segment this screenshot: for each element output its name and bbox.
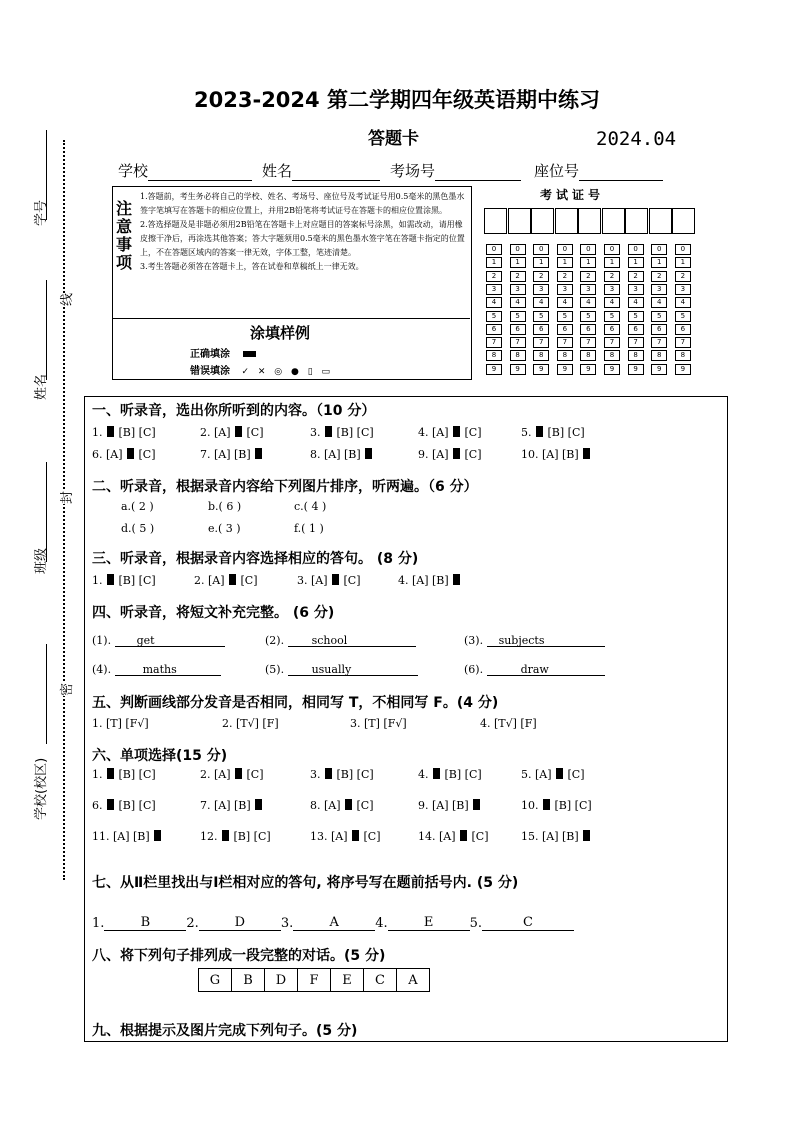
s2-f[interactable]: f.( 1 ) [294, 522, 324, 535]
school-label: 学校 [118, 162, 149, 180]
exam-id-box[interactable] [672, 208, 695, 234]
s4-num-5: (5). [265, 663, 285, 676]
section-7-title: 七、从Ⅱ栏里找出与Ⅰ栏相对应的答句, 将序号写在题前括号内. (5 分) [92, 875, 519, 891]
exam-id-digit-bubble[interactable]: 4 [557, 297, 573, 308]
exam-id-box[interactable] [602, 208, 625, 234]
s8-order-2[interactable]: B [232, 969, 265, 992]
s4-num-2: (2). [265, 634, 285, 647]
filled-answer-mark [255, 448, 262, 459]
filled-answer-mark [154, 830, 161, 841]
exam-id-digit-bubble[interactable]: 9 [510, 364, 526, 375]
s4-answer-4[interactable]: maths [115, 663, 221, 676]
exam-id-digit-bubble[interactable]: 9 [604, 364, 620, 375]
s4-num-1: (1). [92, 634, 112, 647]
exam-id-digit-bubble[interactable]: 3 [675, 284, 691, 295]
filled-answer-mark [556, 768, 563, 779]
exam-id-digit-bubble[interactable]: 0 [486, 244, 502, 255]
exam-id-digit-bubble[interactable]: 9 [675, 364, 691, 375]
exam-id-digit-bubble[interactable]: 6 [675, 324, 691, 335]
exam-id-digit-bubble[interactable]: 4 [675, 297, 691, 308]
exam-id-digit-bubble[interactable]: 4 [580, 297, 596, 308]
filled-answer-mark [543, 799, 550, 810]
s7-answer-3[interactable]: A [293, 915, 375, 931]
exam-id-digit-bubble[interactable]: 2 [675, 271, 691, 282]
s8-order-3[interactable]: D [265, 969, 298, 992]
exam-id-digit-bubble[interactable]: 2 [651, 271, 667, 282]
exam-id-digit-bubble[interactable]: 8 [651, 350, 667, 361]
exam-id-digit-bubble[interactable]: 4 [510, 297, 526, 308]
exam-id-box[interactable] [625, 208, 648, 234]
filled-answer-mark [460, 830, 467, 841]
s6-q12[interactable]: 12. [B] [C] [200, 830, 271, 843]
exam-id-digit-bubble[interactable]: 5 [533, 311, 549, 322]
exam-id-digit-bubble[interactable]: 6 [510, 324, 526, 335]
exam-id-digit-bubble[interactable]: 4 [651, 297, 667, 308]
exam-id-digit-bubble[interactable]: 1 [533, 257, 549, 268]
s5-q1[interactable]: 1. [T] [F√] [92, 717, 149, 730]
s1-q1[interactable]: 1. [B] [C] [92, 426, 156, 439]
filled-answer-mark [352, 830, 359, 841]
exam-id-digit-bubble[interactable]: 5 [580, 311, 596, 322]
exam-id-digit-bubble[interactable]: 9 [533, 364, 549, 375]
exam-id-digit-bubble[interactable]: 6 [651, 324, 667, 335]
s6-q2[interactable]: 2. [A] [C] [200, 768, 264, 781]
exam-id-digit-bubble[interactable]: 6 [486, 324, 502, 335]
exam-id-digit-bubble[interactable]: 7 [651, 337, 667, 348]
exam-id-digit-bubble[interactable]: 1 [675, 257, 691, 268]
school-campus-line[interactable] [46, 644, 47, 744]
s6-q13[interactable]: 13. [A] [C] [310, 830, 381, 843]
exam-id-digit-bubble[interactable]: 3 [604, 284, 620, 295]
notice-line-2: 2.答选择题及是非题必须用2B铅笔在答题卡上对应题目的答案标号涂黑，如需改动，请用橡皮擦干净后，再涂选其他答案；答大字题须用0.5毫米的黑色墨水签字笔在答题卡指定的位置上，不在答题区域内的答案一律无效，字体工整，笔迹清楚。 [140, 220, 465, 257]
exam-id-bubbles[interactable] [486, 244, 700, 376]
s7-num-1: 1. [92, 916, 105, 931]
s8-order-4[interactable]: F [298, 969, 331, 992]
exam-id-digit-bubble[interactable]: 8 [675, 350, 691, 361]
name-field[interactable] [262, 160, 380, 181]
s6-q14[interactable]: 14. [A] [C] [418, 830, 489, 843]
s5-q2[interactable]: 2. [T√] [F] [222, 717, 279, 730]
exam-id-digit-bubble[interactable]: 2 [486, 271, 502, 282]
section-5-title: 五、判断画线部分发音是否相同，相同写 T，不相同写 F。(4 分) [92, 695, 499, 711]
s7-answer-2[interactable]: D [199, 915, 281, 931]
exam-id-digit-bubble[interactable]: 9 [557, 364, 573, 375]
s3-q3[interactable]: 3. [A] [C] [297, 574, 361, 587]
school-campus-label: 学校(校区) [34, 757, 49, 820]
s7-num-4: 4. [375, 916, 388, 931]
filled-answer-mark [453, 426, 460, 437]
exam-id-digit-bubble[interactable]: 0 [557, 244, 573, 255]
exam-id-digit-bubble[interactable]: 5 [510, 311, 526, 322]
filled-answer-mark [325, 768, 332, 779]
s4-answer-2[interactable]: school [288, 634, 416, 647]
exam-id-digit-bubble[interactable]: 2 [557, 271, 573, 282]
s8-order-5[interactable]: E [331, 969, 364, 992]
filled-answer-mark [536, 426, 543, 437]
class-label: 班级 [34, 547, 49, 574]
exam-id-box[interactable] [649, 208, 672, 234]
exam-id-digit-bubble[interactable]: 7 [510, 337, 526, 348]
notice-label: 注意事项 [116, 199, 133, 272]
exam-id-digit-bubble[interactable]: 0 [628, 244, 644, 255]
s1-q6[interactable]: 6. [A] [C] [92, 448, 156, 461]
exam-id-digit-bubble[interactable]: 4 [628, 297, 644, 308]
section-3-title: 三、听录音，根据录音内容选择相应的答句。 (8 分) [92, 551, 419, 567]
exam-id-digit-bubble[interactable]: 0 [675, 244, 691, 255]
section-8-title: 八、将下列句子排列成一段完整的对话。(5 分) [92, 948, 386, 964]
exam-id-digit-bubble[interactable]: 3 [557, 284, 573, 295]
correct-fill-label: 正确填涂 [190, 349, 230, 360]
exam-id-digit-bubble[interactable]: 9 [628, 364, 644, 375]
filled-answer-mark [332, 574, 339, 585]
exam-id-box[interactable] [531, 208, 554, 234]
exam-id-digit-bubble[interactable]: 6 [580, 324, 596, 335]
s6-q5[interactable]: 5. [A] [C] [521, 768, 585, 781]
exam-id-digit-bubble[interactable]: 3 [510, 284, 526, 295]
exam-id-digit-bubble[interactable]: 7 [604, 337, 620, 348]
exam-id-digit-bubble[interactable]: 1 [604, 257, 620, 268]
s6-q10[interactable]: 10. [B] [C] [521, 799, 592, 812]
s6-q9[interactable]: 9. [A] [B] [418, 799, 481, 812]
s1-q5[interactable]: 5. [B] [C] [521, 426, 585, 439]
binding-secret-char: 密 [56, 683, 75, 696]
exam-id-digit-bubble[interactable]: 5 [675, 311, 691, 322]
exam-id-digit-bubble[interactable]: 5 [557, 311, 573, 322]
s2-b[interactable]: b.( 6 ) [208, 500, 242, 513]
filled-answer-mark [222, 830, 229, 841]
name-side-label: 姓名 [34, 373, 49, 400]
binding-dotted-line [63, 140, 65, 880]
binding-line-char: 线 [56, 293, 75, 306]
exam-id-digit-bubble[interactable]: 4 [533, 297, 549, 308]
filled-answer-mark [473, 799, 480, 810]
s6-q1[interactable]: 1. [B] [C] [92, 768, 156, 781]
exam-id-digit-bubble[interactable]: 2 [628, 271, 644, 282]
filled-answer-mark [583, 830, 590, 841]
wrong-fill-marks: ✓ ✕ ◎ ● ▯ ▭ [241, 367, 334, 377]
s6-q15[interactable]: 15. [A] [B] [521, 830, 591, 843]
s4-answer-3[interactable]: subjects [487, 634, 605, 647]
exam-room-label: 考场号 [390, 162, 436, 180]
s3-q1[interactable]: 1. [B] [C] [92, 574, 156, 587]
exam-id-digit-bubble[interactable]: 6 [533, 324, 549, 335]
s1-q9[interactable]: 9. [A] [C] [418, 448, 482, 461]
exam-id-digit-bubble[interactable]: 7 [533, 337, 549, 348]
notice-text [140, 190, 465, 274]
seat-label: 座位号 [534, 162, 580, 180]
exam-id-digit-bubble[interactable]: 8 [510, 350, 526, 361]
exam-room-field[interactable] [390, 160, 521, 181]
filled-answer-mark [235, 768, 242, 779]
s7-answer-5[interactable]: C [482, 915, 574, 931]
exam-id-digit-bubble[interactable]: 5 [604, 311, 620, 322]
s8-order-table [198, 968, 430, 992]
s7-num-3: 3. [280, 916, 294, 931]
s1-q8[interactable]: 8. [A] [B] [310, 448, 373, 461]
filled-answer-mark [229, 574, 236, 585]
s4-item-3[interactable] [464, 634, 605, 647]
s5-q3[interactable]: 3. [T] [F√] [350, 717, 407, 730]
exam-id-digit-bubble[interactable]: 7 [557, 337, 573, 348]
filled-answer-mark [345, 799, 352, 810]
s7-num-2: 2. [186, 916, 199, 931]
filled-answer-mark [325, 426, 332, 437]
s6-q7[interactable]: 7. [A] [B] [200, 799, 263, 812]
section-9-title: 九、根据提示及图片完成下列句子。(5 分) [92, 1023, 358, 1039]
exam-id-digit-bubble[interactable]: 8 [533, 350, 549, 361]
exam-id-digit-bubble[interactable]: 1 [628, 257, 644, 268]
s4-num-6: (6). [464, 663, 484, 676]
exam-id-digit-bubble[interactable]: 2 [604, 271, 620, 282]
exam-id-digit-bubble[interactable]: 4 [604, 297, 620, 308]
exam-id-digit-bubble[interactable]: 1 [557, 257, 573, 268]
exam-id-digit-bubble[interactable]: 9 [651, 364, 667, 375]
exam-id-box[interactable] [508, 208, 531, 234]
exam-id-digit-bubble[interactable]: 3 [651, 284, 667, 295]
exam-id-digit-bubble[interactable]: 5 [486, 311, 502, 322]
exam-id-digit-bubble[interactable]: 0 [604, 244, 620, 255]
exam-id-digit-bubble[interactable]: 6 [604, 324, 620, 335]
s4-num-4: (4). [92, 663, 112, 676]
student-id-label: 学号 [34, 199, 49, 226]
exam-id-digit-bubble[interactable]: 2 [510, 271, 526, 282]
exam-id-digit-bubble[interactable]: 2 [533, 271, 549, 282]
name-line[interactable] [46, 280, 47, 380]
s2-c[interactable]: c.( 4 ) [294, 500, 327, 513]
notice-line-3: 3.考生答题必须答在答题卡上，答在试卷和草稿纸上一律无效。 [140, 262, 364, 271]
exam-id-digit-bubble[interactable]: 7 [675, 337, 691, 348]
filled-answer-mark [453, 574, 460, 585]
exam-id-digit-bubble[interactable]: 8 [628, 350, 644, 361]
exam-id-digit-bubble[interactable]: 8 [486, 350, 502, 361]
s1-q2[interactable]: 2. [A] [C] [200, 426, 264, 439]
s3-q4[interactable]: 4. [A] [B] [398, 574, 461, 587]
s4-item-6[interactable] [464, 663, 605, 676]
exam-id-digit-bubble[interactable]: 1 [651, 257, 667, 268]
exam-id-digit-bubble[interactable]: 3 [533, 284, 549, 295]
s1-q3[interactable]: 3. [B] [C] [310, 426, 374, 439]
s5-q4[interactable]: 4. [T√] [F] [480, 717, 537, 730]
answer-card-label: 答题卡 [368, 129, 419, 149]
exam-id-digit-bubble[interactable]: 0 [580, 244, 596, 255]
s6-q11[interactable]: 11. [A] [B] [92, 830, 162, 843]
section-4-title: 四、听录音，将短文补充完整。 (6 分) [92, 605, 335, 621]
s4-answer-6[interactable]: draw [487, 663, 605, 676]
filled-answer-mark [583, 448, 590, 459]
s7-answer-1[interactable]: B [104, 915, 186, 931]
exam-id-digit-bubble[interactable]: 5 [651, 311, 667, 322]
exam-id-digit-bubble[interactable]: 8 [557, 350, 573, 361]
s7-num-5: 5. [469, 916, 483, 931]
s7-answers [92, 915, 574, 931]
s4-item-2[interactable] [265, 634, 416, 647]
exam-id-digit-bubble[interactable]: 0 [510, 244, 526, 255]
exam-id-title: 考试证号 [540, 188, 605, 202]
s7-answer-4[interactable]: E [388, 915, 470, 931]
exam-id-digit-bubble[interactable]: 0 [651, 244, 667, 255]
school-field[interactable] [118, 160, 252, 181]
seat-field[interactable] [534, 160, 663, 181]
exam-id-box[interactable] [578, 208, 601, 234]
exam-id-digit-bubble[interactable]: 5 [628, 311, 644, 322]
exam-id-digit-bubble[interactable]: 8 [580, 350, 596, 361]
exam-id-digit-bubble[interactable]: 4 [486, 297, 502, 308]
exam-id-digit-bubble[interactable]: 1 [510, 257, 526, 268]
exam-id-digit-bubble[interactable]: 3 [486, 284, 502, 295]
s1-q7[interactable]: 7. [A] [B] [200, 448, 263, 461]
binding-seal-char: 封 [56, 491, 75, 504]
exam-id-digit-bubble[interactable]: 9 [580, 364, 596, 375]
s1-q4[interactable]: 4. [A] [C] [418, 426, 482, 439]
exam-id-digit-bubble[interactable]: 9 [486, 364, 502, 375]
exam-id-box[interactable] [484, 208, 507, 234]
correct-fill-row [190, 345, 256, 360]
wrong-fill-row [190, 362, 333, 377]
exam-id-digit-bubble[interactable]: 0 [533, 244, 549, 255]
filled-answer-mark [107, 799, 114, 810]
s8-order-1[interactable]: G [199, 969, 232, 992]
s6-q3[interactable]: 3. [B] [C] [310, 768, 374, 781]
filled-answer-mark [107, 768, 114, 779]
s1-q10[interactable]: 10. [A] [B] [521, 448, 591, 461]
section-1-title: 一、听录音，选出你所听到的内容。（10 分） [92, 403, 376, 419]
s4-item-1[interactable] [92, 634, 225, 647]
wrong-fill-label: 错误填涂 [190, 366, 230, 377]
exam-id-digit-bubble[interactable]: 7 [628, 337, 644, 348]
section-6-title: 六、单项选择(15 分) [92, 748, 228, 764]
s6-q8[interactable]: 8. [A] [C] [310, 799, 374, 812]
exam-id-digit-bubble[interactable]: 8 [604, 350, 620, 361]
exam-id-digit-bubble[interactable]: 2 [580, 271, 596, 282]
s3-q2[interactable]: 2. [A] [C] [194, 574, 258, 587]
exam-id-digit-bubble[interactable]: 1 [580, 257, 596, 268]
filled-answer-mark [453, 448, 460, 459]
s4-answer-5[interactable]: usually [288, 663, 418, 676]
filled-answer-mark [433, 768, 440, 779]
exam-id-digit-bubble[interactable]: 3 [628, 284, 644, 295]
notice-line-1: 1.答题前，考生务必将自己的学校、姓名、考场号、座位号及考试证号用0.5毫米的黑色墨水签字笔填写在答题卡的相应位置上，并用2B铅笔将考试证号在答题卡的相应位置涂黑。 [140, 192, 465, 215]
exam-date: 2024.04 [596, 128, 677, 150]
s6-q4[interactable]: 4. [B] [C] [418, 768, 482, 781]
exam-id-digit-bubble[interactable]: 7 [580, 337, 596, 348]
exam-id-digit-bubble[interactable]: 6 [628, 324, 644, 335]
s2-d[interactable]: d.( 5 ) [121, 522, 155, 535]
name-label: 姓名 [262, 162, 293, 180]
filled-answer-mark [235, 426, 242, 437]
filled-answer-mark [255, 799, 262, 810]
correct-fill-mark [243, 351, 256, 357]
s4-answer-1[interactable]: get [115, 634, 225, 647]
section-2-title: 二、听录音，根据录音内容给下列图片排序，听两遍。（6 分） [92, 479, 478, 495]
exam-id-digit-bubble[interactable]: 6 [557, 324, 573, 335]
exam-id-digit-bubble[interactable]: 1 [486, 257, 502, 268]
page-title: 2023-2024 第二学期四年级英语期中练习 [194, 88, 600, 112]
s6-q6[interactable]: 6. [B] [C] [92, 799, 156, 812]
s2-a[interactable]: a.( 2 ) [121, 500, 154, 513]
exam-id-digit-bubble[interactable]: 3 [580, 284, 596, 295]
fill-sample-title: 涂填样例 [250, 324, 311, 342]
s4-num-3: (3). [464, 634, 484, 647]
filled-answer-mark [365, 448, 372, 459]
s8-order-6[interactable]: C [364, 969, 397, 992]
s4-item-5[interactable] [265, 663, 418, 676]
s8-order-7[interactable]: A [397, 969, 430, 992]
exam-id-write-boxes[interactable] [484, 208, 698, 236]
exam-id-box[interactable] [555, 208, 578, 234]
s4-item-4[interactable] [92, 663, 221, 676]
filled-answer-mark [107, 426, 114, 437]
filled-answer-mark [127, 448, 134, 459]
s2-e[interactable]: e.( 3 ) [208, 522, 241, 535]
filled-answer-mark [107, 574, 114, 585]
notice-divider [112, 318, 470, 319]
exam-id-digit-bubble[interactable]: 7 [486, 337, 502, 348]
